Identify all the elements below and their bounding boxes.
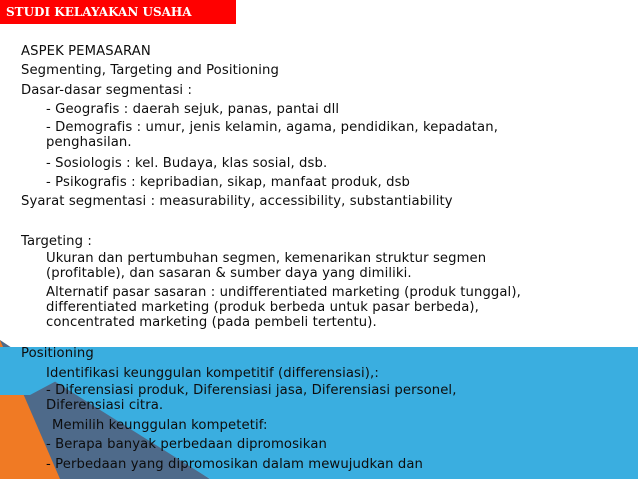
text-line: Syarat segmentasi : measurability, accessibility, substantiability	[21, 194, 453, 210]
list-item: - Geografis : daerah sejuk, panas, pantai dll	[46, 102, 340, 118]
list-item-continued: concentrated marketing (pada pembeli tertentu).	[46, 315, 377, 331]
list-item-continued: (profitable), dan sasaran & sumber daya yang dimiliki.	[46, 266, 412, 282]
slide-title: STUDI KELAYAKAN USAHA	[0, 0, 236, 24]
section-heading-targeting: Targeting :	[21, 233, 92, 249]
list-item: - Demografis : umur, jenis kelamin, agama, pendidikan, kepadatan,	[46, 119, 498, 135]
list-item: - Diferensiasi produk, Diferensiasi jasa, Diferensiasi personel,	[46, 383, 457, 399]
slide-content	[21, 42, 621, 474]
list-item: Ukuran dan pertumbuhan segmen, kemenarikan struktur segmen	[46, 251, 487, 267]
list-item: Alternatif pasar sasaran : undifferentiated marketing (produk tunggal),	[46, 285, 521, 301]
section-heading-positioning: Positioning	[21, 346, 94, 362]
list-item-continued: Diferensiasi citra.	[46, 398, 164, 414]
list-item: Memilih keunggulan kompetetif:	[52, 418, 268, 434]
list-item: Identifikasi keunggulan kompetitif (differensiasi),:	[46, 365, 379, 381]
section-heading: ASPEK PEMASARAN	[21, 44, 151, 59]
text-line: Dasar-dasar segmentasi :	[21, 82, 193, 98]
list-item-continued: penghasilan.	[46, 134, 132, 150]
list-item: - Berapa banyak perbedaan dipromosikan	[46, 437, 327, 453]
list-item: - Sosiologis : kel. Budaya, klas sosial, dsb.	[46, 155, 328, 171]
list-item: - Psikografis : kepribadian, sikap, manfaat produk, dsb	[46, 175, 411, 191]
list-item-continued: differentiated marketing (produk berbeda untuk pasar berbeda),	[46, 300, 479, 316]
subheading: Segmenting, Targeting and Positioning	[21, 63, 279, 79]
list-item: - Perbedaan yang dipromosikan dalam mewujudkan dan	[46, 456, 424, 472]
